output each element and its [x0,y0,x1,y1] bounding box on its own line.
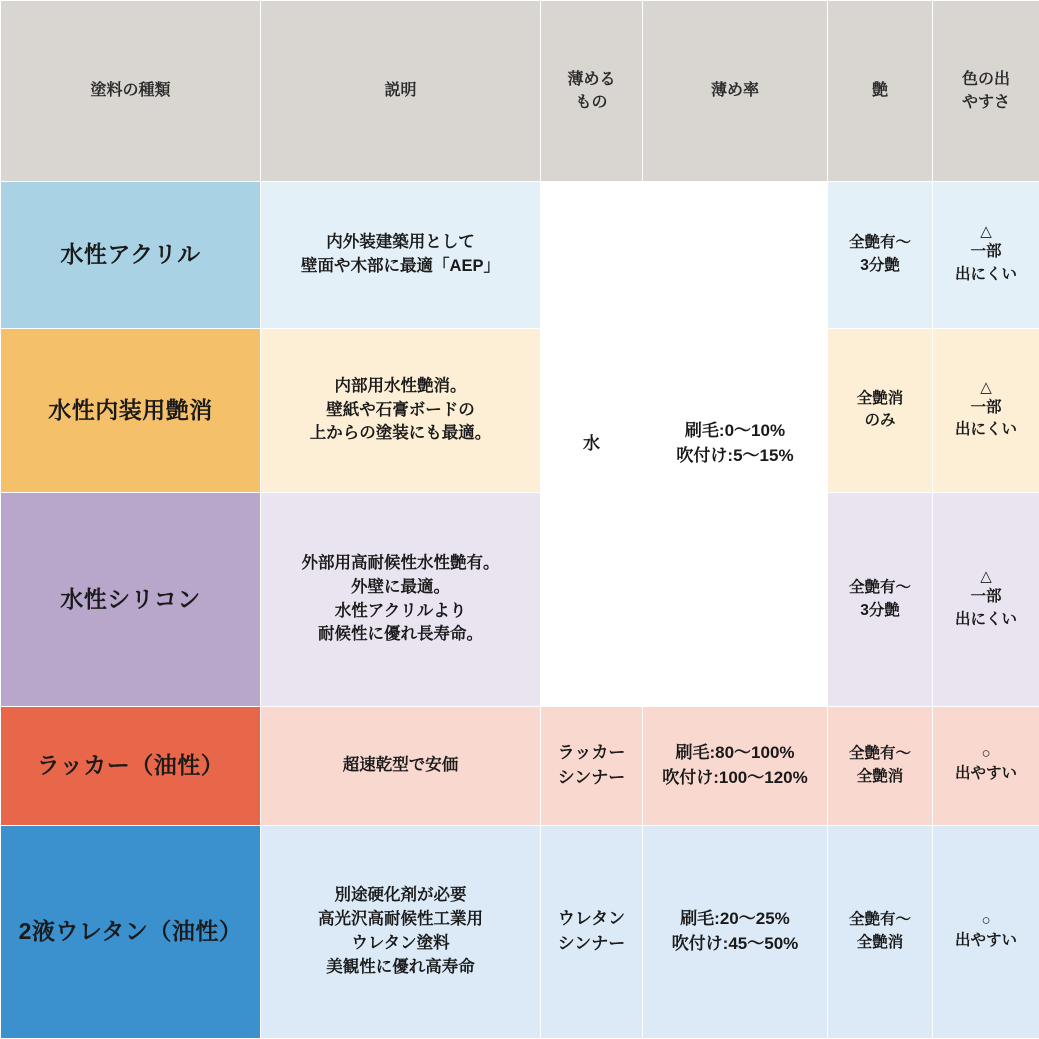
thinner-value [541,706,643,825]
gloss-line: 全艶有〜 [848,745,911,763]
paint-description [261,182,541,329]
thinner-water: 水 [541,182,643,707]
paint-description [261,328,541,493]
gloss-line: のみ [864,412,896,430]
rate-line: 刷毛:80〜100% [675,743,795,762]
desc-line: 内部用水性艶消。 [334,376,467,395]
color-line: 出にくい [954,421,1017,439]
desc-line: ウレタン塗料 [351,933,450,952]
gloss-line: 全艶有〜 [848,911,911,929]
paint-type-name: 2液ウレタン（油性） [1,825,261,1038]
desc-line: 外壁に最適。 [351,577,450,596]
color-ease-value [933,825,1039,1038]
paint-type-name: 水性アクリル [1,182,261,329]
color-ease-value [933,182,1039,329]
paint-type-name: 水性内装用艶消 [1,328,261,493]
color-line: 出にくい [954,265,1017,283]
gloss-line: 全艶消 [856,767,904,785]
gloss-value [828,328,933,493]
desc-line: 内外装建築用として [326,232,475,251]
triangle-icon: △ [980,379,992,397]
gloss-line: 全艶消 [856,933,904,951]
gloss-value [828,825,933,1038]
rate-line: 吹付け:100〜120% [662,767,808,787]
color-line: 出にくい [954,610,1017,628]
gloss-value [828,493,933,706]
color-line: 出やすい [954,765,1017,783]
thinner-line: シンナー [557,767,626,787]
paint-type-name: ラッカー（油性） [1,706,261,825]
thinner-line: シンナー [557,933,626,953]
header-gloss: 艶 [828,1,933,182]
gloss-line: 3分艶 [860,256,900,274]
desc-line: 壁紙や石膏ボードの [326,400,475,419]
desc-line: 高光沢高耐候性工業用 [318,909,483,928]
gloss-line: 全艶有〜 [848,234,911,252]
table-header [1,1,1039,182]
rate-line: 吹付け:45〜50% [671,933,799,953]
dilution-rate-water [643,182,828,707]
header-color-ease: 色の出 やすさ [933,1,1039,182]
desc-line: 耐候性に優れ長寿命。 [318,625,483,644]
desc-line: 水性アクリルより [334,601,467,620]
circle-icon: ○ [981,745,991,763]
table-row [1,706,1039,825]
header-description: 説明 [261,1,541,182]
header-row [1,1,1039,182]
desc-line: 上からの塗装にも最適。 [309,424,492,443]
table-row [1,493,1039,706]
gloss-line: 全艶有〜 [848,579,911,597]
desc-line: 外部用高耐候性水性艶有。 [301,553,500,572]
dilution-rate-value [643,825,828,1038]
rate-line: 刷毛:0〜10% [684,421,786,441]
gloss-value [828,706,933,825]
dilution-rate-value [643,706,828,825]
color-line: 一部 [970,399,1002,417]
gloss-value [828,182,933,329]
color-ease-value [933,706,1039,825]
table-row [1,825,1039,1038]
table-row [1,182,1039,329]
paint-description [261,706,541,825]
table-body [1,182,1039,1039]
gloss-line: 全艶消 [856,390,904,408]
desc-line: 別途硬化剤が必要 [334,885,467,904]
header-paint-type: 塗料の種類 [1,1,261,182]
desc-line: 壁面や木部に最適「AEP」 [301,256,500,275]
thinner-line: ウレタン [557,909,626,929]
paint-description [261,825,541,1038]
thinner-value [541,825,643,1038]
color-line: 一部 [970,243,1002,261]
paint-type-name: 水性シリコン [1,493,261,706]
gloss-line: 3分艶 [860,601,900,619]
thinner-line: ラッカー [557,743,626,762]
table-row [1,328,1039,493]
triangle-icon: △ [980,568,992,586]
rate-line: 吹付け:5〜15% [676,445,794,465]
color-ease-value [933,493,1039,706]
color-ease-value [933,328,1039,493]
rate-line: 刷毛:20〜25% [680,909,790,929]
triangle-icon: △ [980,223,992,241]
desc-line: 超速乾型で安価 [342,755,459,774]
desc-line: 美観性に優れ高寿命 [326,957,475,976]
header-thinner: 薄める もの [541,1,643,182]
circle-icon: ○ [981,911,991,929]
paint-description [261,493,541,706]
color-line: 一部 [970,588,1002,606]
header-dilution-rate: 薄め率 [643,1,828,182]
color-line: 出やすい [954,931,1017,949]
